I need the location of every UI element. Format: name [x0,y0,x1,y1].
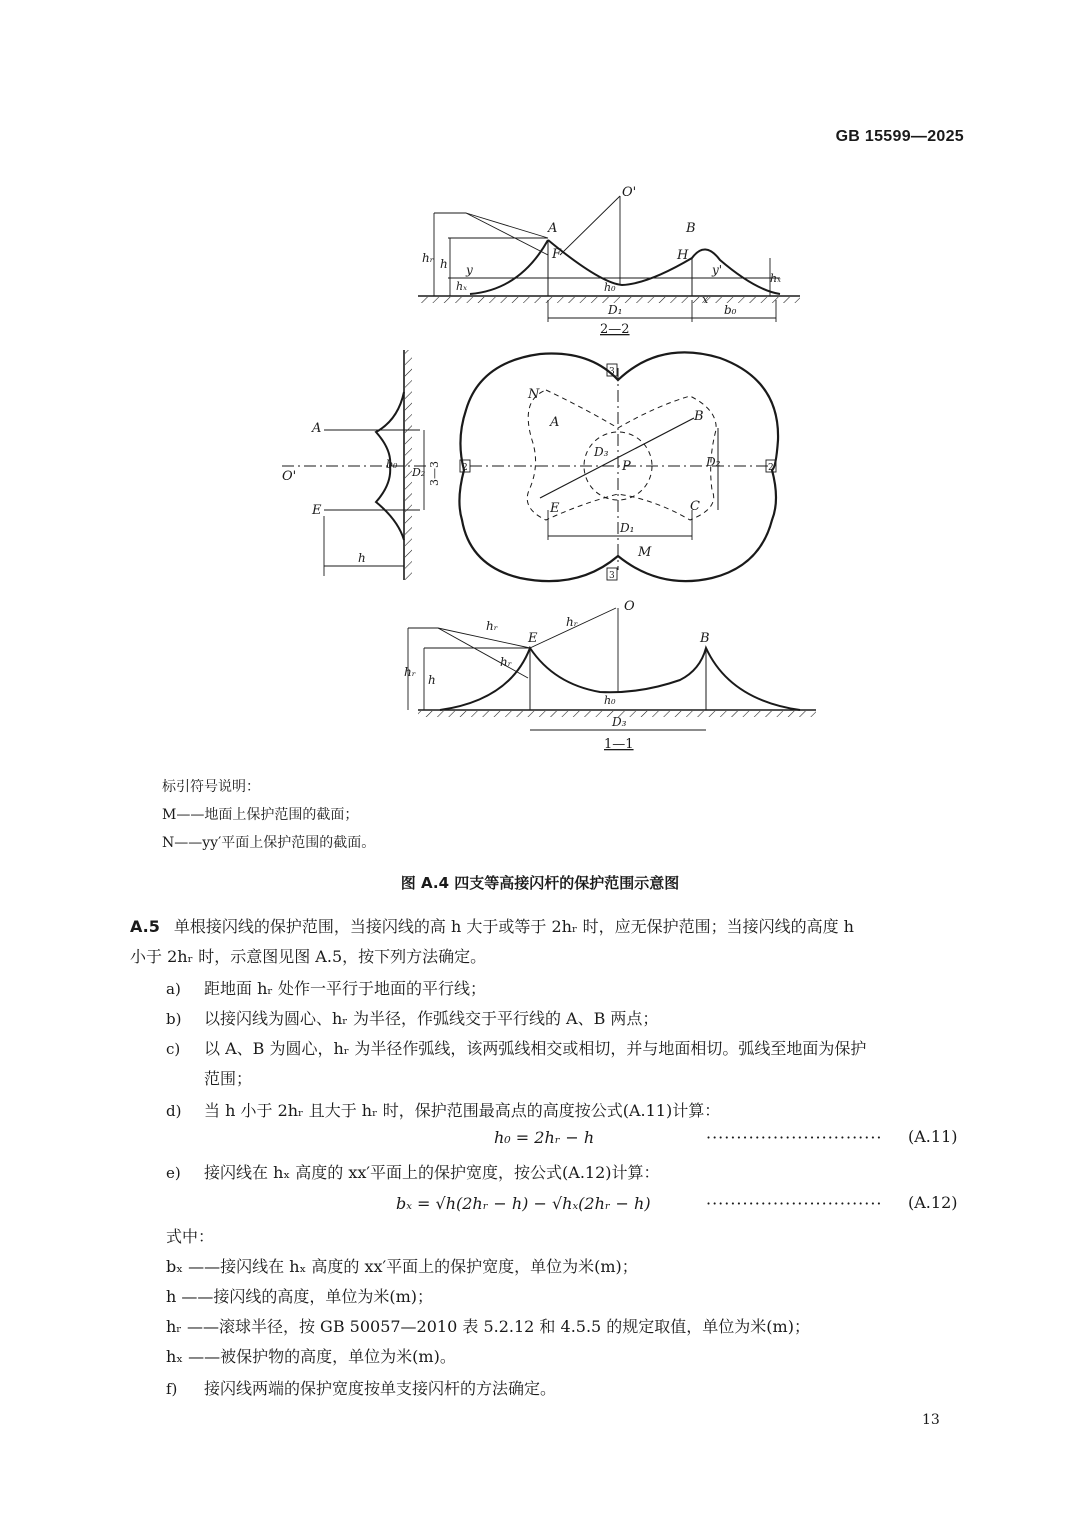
item-e-label: e) [166,1164,181,1182]
formula-A11: h₀ = 2hᵣ − h [494,1128,595,1147]
marker-3-bottom: 3 [609,571,615,581]
label-A-left: A [312,421,322,436]
label-B-top: B [686,221,696,236]
item-b-label: b) [166,1010,182,1028]
label-D1-plan: D₁ [620,521,635,535]
label-hr-bottom-b: hᵣ [566,615,578,629]
definition-hr: hᵣ ——滚球半径，按 GB 50057—2010 表 5.2.12 和 4.5.5 的规定取值，单位为米(m)； [166,1317,810,1336]
clause-number: A.5 [130,917,160,936]
definition-h: h ——接闪线的高度，单位为米(m)； [166,1287,434,1306]
label-hr-bottom-left: hᵣ [404,665,416,679]
label-hr-bottom-a: hᵣ [486,619,498,633]
page-number: 13 [922,1412,940,1428]
item-c-text: 以 A、B 为圆心，hᵣ 为半径作弧线，该两弧线相交或相切，并与地面相切。弧线至地面为保护 [204,1039,867,1058]
label-O-left: O' [282,469,297,484]
item-c-text-cont: 范围； [204,1069,253,1088]
formula-A12-dots: ····························· [706,1194,883,1213]
clause-intro-line2: 小于 2hᵣ 时，示意图见图 A.5，按下列方法确定。 [130,947,487,966]
label-y-prime: y' [712,263,723,277]
label-h-top: h [440,257,448,271]
label-M: M [638,545,652,560]
label-C-plan: C [690,499,700,514]
item-a-text: 距地面 hᵣ 处作一平行于地面的平行线； [204,979,487,998]
standard-number: GB 15599—2025 [835,128,964,145]
section-1-1 [408,608,816,730]
label-D1-top: D₁ [608,303,623,317]
label-hr-bottom-c: hᵣ [500,655,512,669]
label-x: x [702,293,709,306]
label-A-plan: A [550,415,560,430]
label-F: F [552,247,562,262]
label-H: H [677,248,689,263]
figure-caption: 图 A.4 四支等高接闪杆的保护范围示意图 [400,874,680,892]
label-P: P [622,459,631,474]
marker-3-top: 3 [609,367,615,377]
item-f-text: 接闪线两端的保护宽度按单支接闪杆的方法确定。 [204,1379,557,1398]
formula-A11-number: (A.11) [908,1127,958,1146]
label-b0-top: b₀ [724,303,737,317]
label-h-left: h [358,551,366,565]
label-section-2-2: 2—2 [600,322,630,337]
label-E-plan: E [550,501,560,516]
formula-A11-dots: ····························· [706,1128,883,1147]
definition-hx: hₓ ——被保护物的高度，单位为米(m)。 [166,1347,456,1366]
item-d-label: d) [166,1102,182,1120]
plan-view [282,350,778,581]
definition-bx: bₓ ——接闪线在 hₓ 高度的 xx′平面上的保护宽度，单位为米(m)； [166,1257,638,1276]
label-h0-bottom: h₀ [604,694,616,707]
marker-2-left: 2 [462,463,468,473]
label-h-bottom: h [428,673,436,687]
label-E-bottom: E [528,631,538,646]
label-N: N [528,387,540,402]
key-N: N——yy′平面上保护范围的截面。 [162,835,376,851]
label-A-top: A [548,221,558,236]
label-b0-left: b₀ [386,458,398,471]
label-hx-right: hₓ [770,272,781,285]
label-B-plan: B [694,409,704,424]
label-E-left: E [312,503,322,518]
item-e-text: 接闪线在 hₓ 高度的 xx′平面上的保护宽度，按公式(A.12)计算： [204,1163,660,1182]
marker-2-right: 2 [768,463,774,473]
clause-intro-line1: A.5 单根接闪线的保护范围，当接闪线的高 h 大于或等于 2hᵣ 时，应无保护范围；当接闪线的高度 h [130,917,854,936]
key-M: M——地面上保护范围的截面； [162,807,359,823]
label-D3-plan: D₃ [594,445,609,459]
label-O-prime: O' [622,185,637,200]
label-hx-left: hₓ [456,280,467,293]
label-D3-bottom: D₃ [612,715,627,729]
label-h0-top: h₀ [604,281,616,294]
where-label: 式中： [166,1227,215,1246]
item-b-text: 以接闪线为圆心、hᵣ 为半径，作弧线交于平行线的 A、B 两点； [204,1009,659,1028]
label-D2-left: D₂ [412,466,426,479]
label-section-3-3: 3—3 [428,461,441,486]
item-d-text: 当 h 小于 2hᵣ 且大于 hᵣ 时，保护范围最高点的高度按公式(A.11)计算： [204,1101,721,1120]
label-y: y [466,263,473,277]
label-hr-top: hᵣ [422,251,434,265]
item-a-label: a) [166,980,181,998]
label-section-1-1: 1—1 [604,737,634,752]
label-D2-plan: D₂ [706,455,721,469]
item-c-label: c) [166,1040,181,1058]
formula-A12-number: (A.12) [908,1193,958,1212]
formula-A12: bₓ = √h(2hᵣ − h) − √hₓ(2hᵣ − h) [396,1194,651,1213]
label-O-bottom: O [624,599,635,614]
item-f-label: f) [166,1380,178,1398]
label-B-bottom: B [700,631,710,646]
key-title: 标引符号说明： [162,779,260,795]
